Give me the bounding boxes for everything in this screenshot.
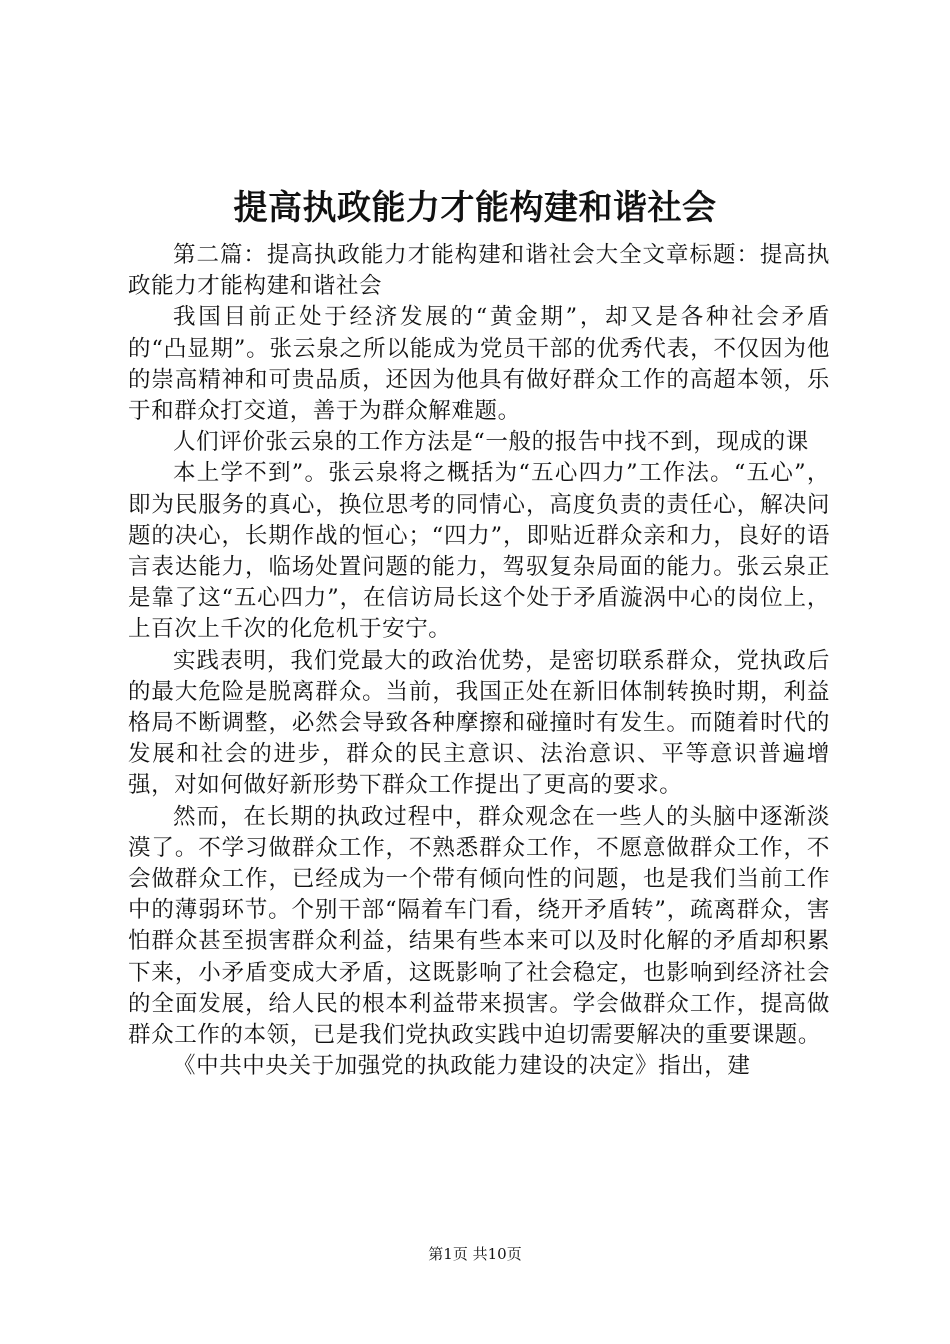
paragraph: 然而，在长期的执政过程中，群众观念在一些人的头脑中逐渐淡漠了。不学习做群众工作，不熟悉群众工作，不愿意做群众工作，不会做群众工作，已经成为一个带有倾向性的问题，也是我们当前工作中的薄弱环节。个别干部“隔着车门看，绕开矛盾转”，疏离群众，害怕群众甚至损害群众利益，结果有些本来可以及时化解的矛盾却积累下来，小矛盾变成大矛盾，这既影响了社会稳定，也影响到经济社会的全面发展，给人民的根本利益带来损害。学会做群众工作，提高做群众工作的本领，已是我们党执政实践中迫切需要解决的重要课题。 <box>128 803 830 1049</box>
paragraph: 《中共中央关于加强党的执政能力建设的决定》指出，建 <box>173 1053 751 1080</box>
paragraph: 实践表明，我们党最大的政治优势，是密切联系群众，党执政后的最大危险是脱离群众。当前，我国正处在新旧体制转换时期，利益格局不断调整，必然会导致各种摩擦和碰撞时有发生。而随着时代的发展和社会的进步，群众的民主意识、法治意识、平等意识普遍增强，对如何做好新形势下群众工作提出了更高的要求。 <box>128 647 830 799</box>
paragraph: 第二篇：提高执政能力才能构建和谐社会大全文章标题：提高执政能力才能构建和谐社会 <box>128 242 830 300</box>
paragraph: 本上学不到”。张云泉将之概括为“五心四力”工作法。“五心”，即为民服务的真心，换位思考的同情心，高度负责的责任心，解决问题的决心，长期作战的恒心；“四力”，即贴近群众亲和力，良好的语言表达能力，临场处置问题的能力，驾驭复杂局面的能力。张云泉正是靠了这“五心四力”，在信访局长这个处于矛盾漩涡中心的岗位上，上百次上千次的化危机于安宁。 <box>128 460 830 643</box>
document-body <box>128 240 830 1082</box>
page-number-footer: 第1页 共10页 <box>428 1245 522 1263</box>
paragraph: 人们评价张云泉的工作方法是“一般的报告中找不到，现成的课 <box>173 429 809 456</box>
paragraph: 我国目前正处于经济发展的“黄金期”，却又是各种社会矛盾的“凸显期”。张云泉之所以能成为党员干部的优秀代表，不仅因为他的崇高精神和可贵品质，还因为他具有做好群众工作的高超本领，乐于和群众打交道，善于为群众解难题。 <box>128 304 830 425</box>
document-title: 提高执政能力才能构建和谐社会 <box>233 188 717 228</box>
